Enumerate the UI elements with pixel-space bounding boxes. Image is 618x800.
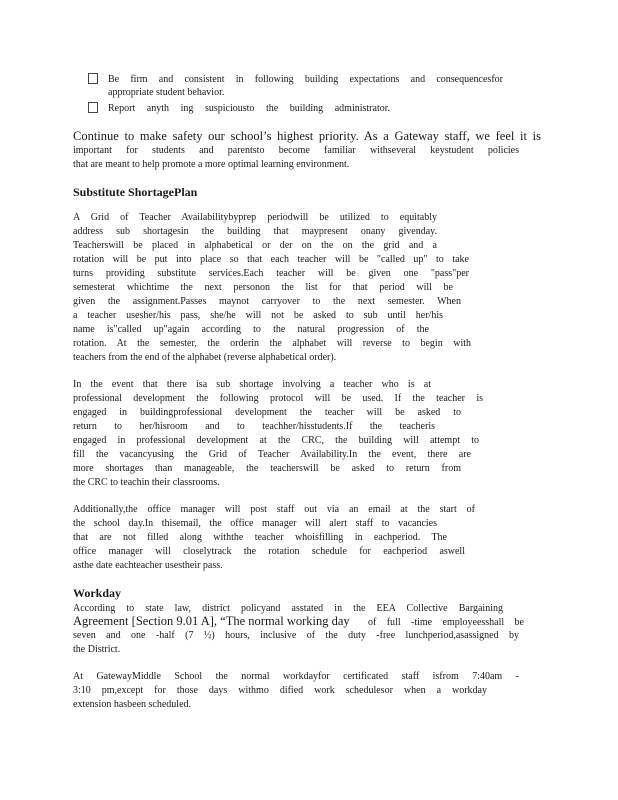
substitute-para2-line: more shortages than manageable, the teacherswill be asked to return from	[73, 463, 461, 474]
substitute-para1-line: rotation. At the semester, the orderin the alphabet will reverse to begin with	[73, 338, 471, 349]
workday-para2-line: 3:10 pm,except for those days withmo dified work schedulesor when a workday	[73, 685, 487, 696]
workday-line-4: the District.	[73, 644, 121, 655]
substitute-para2-line: professional development the following protocol will be used. If the teacher is	[73, 393, 483, 404]
workday-heading: Workday	[73, 586, 122, 600]
bullet-2-line-1: Report anyth ing suspiciousto the building administrator.	[108, 103, 390, 114]
safety-line-1: important for students and parentsto become familiar withseveral keystudent policies	[73, 145, 519, 156]
workday-line-3: seven and one -half (7 ½) hours, inclusive of the duty -free lunchperiod,asassigned by	[73, 630, 519, 641]
substitute-para3-line: that are not filled along withthe teacher whoisfilling in eachperiod. The	[73, 532, 447, 543]
substitute-para3-line: asthe date eachteacher usestheir pass.	[73, 560, 223, 571]
substitute-para1-line: semesterat whichtime the next personon the list for that period will be	[73, 282, 453, 293]
bullet-marker	[88, 73, 108, 87]
substitute-para1-line: name is"called up"again according to the natural progression of the	[73, 324, 429, 335]
substitute-para2-line: engaged in professional development at the CRC, the building will attempt to	[73, 435, 479, 446]
substitute-para3-line: the school day.In thisemail, the office manager will alert staff to vacancies	[73, 518, 437, 529]
bullet-marker	[88, 102, 108, 116]
workday-para2-line: At GatewayMiddle School the normal workdayfor certificated staff isfrom 7:40am -	[73, 671, 519, 682]
bullet-1-line-2: appropriate student behavior.	[108, 87, 225, 98]
substitute-para1-line: Teacherswill be placed in alphabetical or der on the on the grid and a	[73, 240, 437, 251]
workday-para2-line: extension hasbeen scheduled.	[73, 699, 192, 710]
substitute-para1-line: rotation will be put into place so that each teacher will be "called up" to take	[73, 254, 469, 265]
workday-line-2-tail: of full -time employeesshall be	[368, 617, 524, 628]
substitute-para1-line: A Grid of Teacher Availabilitybyprep periodwill be utilized to equitably	[73, 212, 437, 223]
substitute-heading: Substitute ShortagePlan	[73, 185, 198, 199]
substitute-para2-line: engaged in buildingprofessional development the teacher will be asked to	[73, 407, 461, 418]
workday-line-1: According to state law, district policyand asstated in the EEA Collective Bargaining	[73, 603, 503, 614]
substitute-para1-line: turns providing substitute services.Each teacher will be given one "pass"per	[73, 268, 469, 279]
substitute-para3-line: office manager will closelytrack the rotation schedule for eachperiod aswell	[73, 546, 465, 557]
substitute-para3-line: Additionally,the office manager will post staff out via an email at the start of	[73, 504, 475, 515]
substitute-para1-line: given the assignment.Passes maynot carryover to the next semester. When	[73, 296, 461, 307]
substitute-para2-line: the CRC to teachin their classrooms.	[73, 477, 220, 488]
substitute-para2-line: In the event that there isa sub shortage involving a teacher who is at	[73, 379, 431, 390]
workday-agreement-quote: Agreement [Section 9.01 A], “The normal working day	[73, 614, 350, 628]
substitute-para2-line: return to her/hisroom and to teachher/hisstudents.If the teacheris	[73, 421, 435, 432]
substitute-para1-line: teachers from the end of the alphabet (reverse alphabetical order).	[73, 352, 337, 363]
substitute-para1-line: a teacher usesher/his pass, she/he will not be asked to sub until her/his	[73, 310, 443, 321]
substitute-para2-line: fill the vacancyusing the Grid of Teacher Availability.In the event, there are	[73, 449, 471, 460]
safety-line-2: that are meant to help promote a more optimal learning environment.	[73, 159, 350, 170]
bullet-1-line-1: Be firm and consistent in following building expectations and consequencesfor	[108, 74, 503, 85]
substitute-para1-line: address sub shortagesin the building that maypresent onany givenday.	[73, 226, 437, 237]
safety-lead-sentence: Continue to make safety our school’s highest priority. As a Gateway staff, we feel it is	[73, 129, 541, 143]
